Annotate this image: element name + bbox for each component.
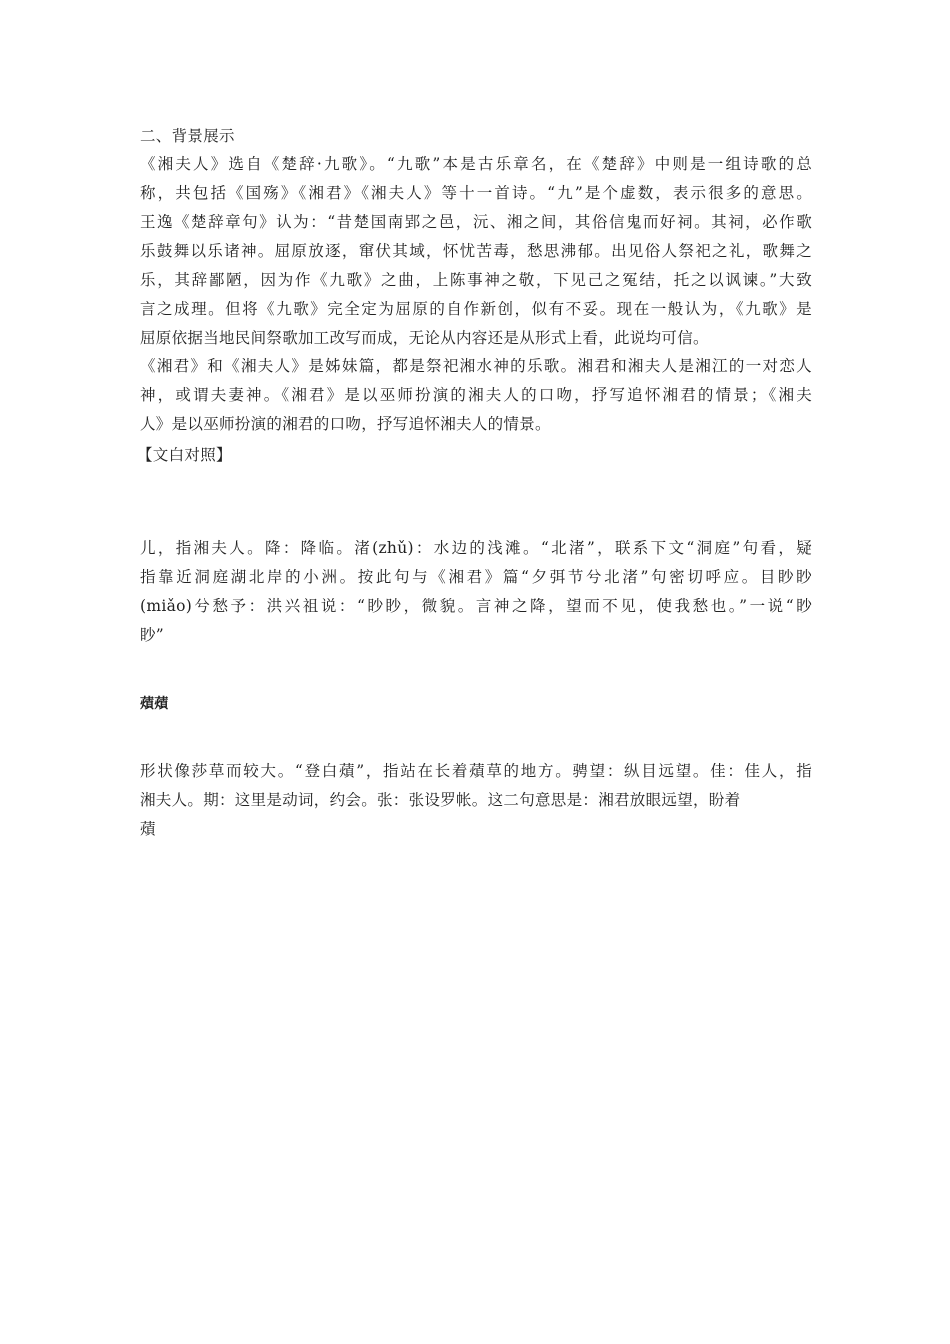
section-heading: 二、背景展示	[140, 127, 235, 145]
text-line: 薠	[140, 820, 156, 838]
text-line: 指靠近洞庭湖北岸的小洲。按此句与《湘君》篇“夕弭节兮北渚”句密切呼应。目眇眇	[140, 568, 812, 586]
text-line: 言之成理。但将《九歌》完全定为屈原的自作新创，似有不妥。现在一般认为，《九歌》是	[140, 300, 812, 318]
text-line: 形状像莎草而较大。“登白薠”，指站在长着薠草的地方。骋望：纵目远望。佳：佳人，指	[140, 762, 812, 780]
text-line: 湘夫人。期：这里是动词，约会。张：张设罗帐。这二句意思是：湘君放眼远望，盼着	[140, 791, 741, 809]
text-line: 《湘夫人》选自《楚辞·九歌》。“九歌”本是古乐章名，在《楚辞》中则是一组诗歌的总	[140, 155, 812, 173]
text-line: 神，或谓夫妻神。《湘君》是以巫师扮演的湘夫人的口吻，抒写追怀湘君的情景；《湘夫	[140, 386, 812, 404]
text-line: 乐，其辞鄙陋，因为作《九歌》之曲，上陈事神之敬，下见己之冤结，托之以讽谏。”大致	[140, 271, 812, 289]
fragment-label: 薠薠	[140, 696, 169, 712]
text-line: 乐鼓舞以乐诸神。屈原放逐，窜伏其域，怀忧苦毒，愁思沸郁。出见俗人祭祀之礼，歌舞之	[140, 242, 812, 260]
text-line: 儿，指湘夫人。降：降临。渚(zhǔ)：水边的浅滩。“北渚”，联系下文“洞庭”句看，疑	[140, 539, 812, 557]
text-line: 《湘君》和《湘夫人》是姊妹篇，都是祭祀湘水神的乐歌。湘君和湘夫人是湘江的一对恋人	[140, 357, 812, 375]
text-line: 屈原依据当地民间祭歌加工改写而成，无论从内容还是从形式上看，此说均可信。	[140, 329, 709, 347]
text-line: 眇”	[140, 626, 165, 644]
comparison-heading: 【文白对照】	[137, 446, 232, 464]
text-line: 人》是以巫师扮演的湘君的口吻，抒写追怀湘夫人的情景。	[140, 415, 551, 433]
text-line: 称，共包括《国殇》《湘君》《湘夫人》等十一首诗。“九”是个虚数，表示很多的意思。	[140, 184, 812, 202]
text-line: 王逸《楚辞章句》认为：“昔楚国南郢之邑，沅、湘之间，其俗信鬼而好祠。其祠，必作歌	[140, 213, 812, 231]
text-line: (miǎo)兮愁予：洪兴祖说：“眇眇，微貌。言神之降，望而不见，使我愁也。”一说“眇	[140, 597, 812, 615]
